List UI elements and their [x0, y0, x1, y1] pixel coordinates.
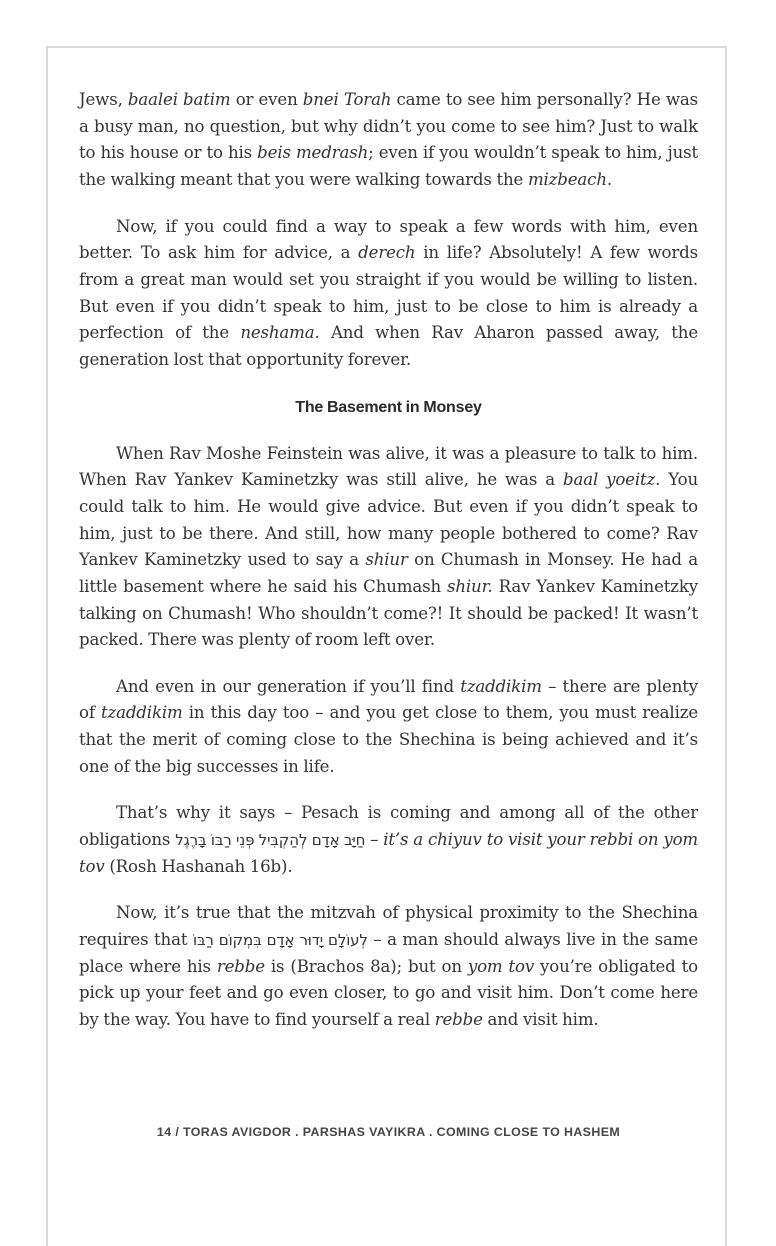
italic-term: it’s a chiyuv to visit your rebbi on yom tov [79, 830, 698, 876]
body-paragraph [79, 441, 698, 654]
text-run: Now, if you could find a way to speak a few words with him, even better. To ask him for advice, a [79, 216, 698, 263]
italic-term: derech [358, 243, 416, 263]
text-run: . [606, 169, 612, 189]
hebrew-quote: חַיָּב אָדָם לְהַקְבִּיל פְּנֵי רַבּוֹ בָּרֶגֶל [175, 831, 366, 850]
text-run: And when Rav Aharon passed away, the generation lost that opportunity forever. [79, 323, 698, 369]
text-run: and visit him. [482, 1010, 599, 1030]
paragraphs-before-heading [79, 87, 698, 374]
text-run: you’re obligated to pick up your feet and go even closer, to go and visit him. Don’t come here by the way. You have to find yourself a real [79, 956, 698, 1030]
body-paragraph [79, 800, 698, 880]
text-run: on Chumash in Monsey. He had a little basement where he said his Chumash [79, 550, 698, 596]
italic-term: yom tov [467, 956, 535, 976]
text-run: Jews, [79, 90, 128, 109]
italic-term: shiur [365, 550, 408, 570]
text-run: – a man should always live in the same place where his [79, 930, 699, 976]
italic-term: shiur. [446, 576, 493, 596]
body-paragraph [79, 674, 698, 781]
paragraphs-after-heading [79, 441, 698, 1034]
italic-term: baalei batim [127, 90, 231, 109]
body-paragraph [79, 900, 698, 1033]
body-paragraph [79, 87, 698, 194]
italic-term: beis medrash [257, 143, 369, 163]
text-run: or even [230, 90, 303, 109]
hebrew-quote: לְעוֹלָם יָדוּר אָדָם בִּמְקוֹם רַבּוֹ [192, 931, 368, 950]
text-run: – there are plenty of [79, 676, 698, 723]
text-run: is (Brachos 8a); but on [264, 956, 468, 976]
italic-term: bnei Torah [302, 90, 392, 109]
italic-term: tzaddikim [460, 676, 542, 696]
italic-term: baal yoeitz [562, 470, 656, 490]
text-run: – [365, 830, 384, 850]
text-run: . You could talk to him. He would give advice. But even if you didn’t speak to him, just to be there. And still, how many people bothered to come? Rav Yankev Kaminetzky used to say a [79, 470, 699, 570]
text-run: That’s why it says – Pesach is coming and among all of the other obligations [79, 803, 698, 850]
body-paragraph [79, 214, 698, 374]
italic-term: rebbe [434, 1010, 483, 1030]
italic-term: rebbe [216, 956, 265, 976]
text-run: Rav Yankev Kaminetzky talking on Chumash! Who shouldn’t come?! It should be packed! It wasn’t packed. There was plenty of room left over. [79, 576, 698, 650]
text-column [79, 87, 698, 1054]
italic-term: neshama. [240, 323, 320, 343]
text-run: came to see him personally? He was a busy man, no question, but why didn’t you come to see him? Just to walk to his house or to his [79, 90, 698, 163]
italic-term: mizbeach [527, 169, 607, 189]
text-run: When Rav Moshe Feinstein was alive, it was a pleasure to talk to him. When Rav Yankev Kaminetzky was still alive, he was a [79, 443, 698, 490]
text-run: And even in our generation if you’ll find [116, 676, 461, 696]
text-run: ; even if you wouldn’t speak to him, just the walking meant that you were walking towards the [79, 143, 698, 189]
text-run: (Rosh Hashanah 16b). [104, 856, 293, 876]
text-run: Now, it’s true that the mitzvah of physical proximity to the Shechina requires that [79, 903, 698, 950]
text-run: in this day too – and you get close to them, you must realize that the merit of coming close to the Shechina is being achieved and it’s one of the big successes in life. [79, 703, 698, 776]
section-heading: The Basement in Monsey [295, 398, 482, 416]
text-run: in life? Absolutely! A few words from a great man would set you straight if you would be willing to listen. But even if you didn’t speak to him, just to be close to him is already a perfection of the [79, 243, 699, 343]
italic-term: tzaddikim [100, 703, 183, 723]
page-footer: 14 / TORAS AVIGDOR . PARSHAS VAYIKRA . COMING CLOSE TO HASHEM [156, 1125, 621, 1139]
